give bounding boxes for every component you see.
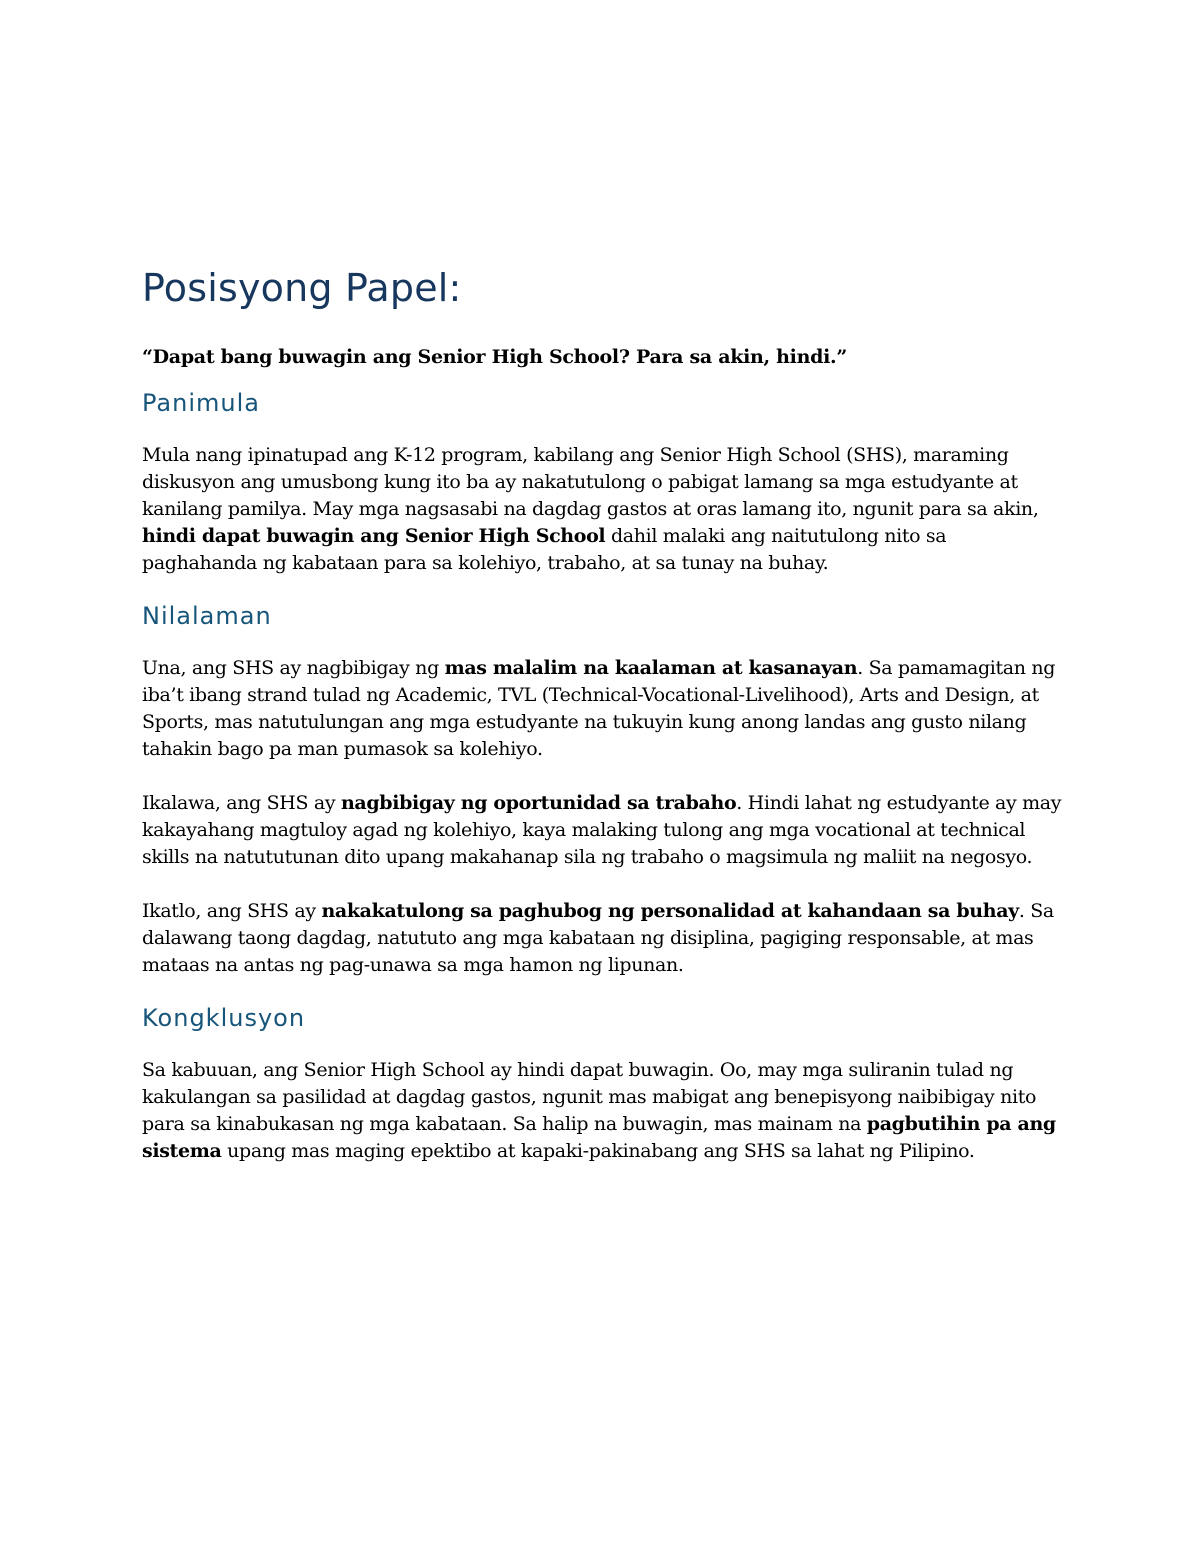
paragraph-emphasis: hindi dapat buwagin ang Senior High School: [142, 525, 606, 547]
document-title: Posisyong Papel:: [142, 266, 462, 310]
paragraph-emphasis: pagbutihin pa ang sistema: [142, 1113, 1056, 1162]
paragraph-text: Ikalawa, ang SHS ay: [142, 792, 341, 814]
paragraph-text: . Sa dalawang taong dagdag, natututo ang mga kabataan ng disiplina, pagiging responsable, at mas mataas na antas ng pag-unawa sa mga hamon ng lipunan.: [142, 900, 1054, 976]
paragraph-emphasis: nakakatulong sa paghubog ng personalidad at kahandaan sa buhay: [321, 900, 1019, 922]
paragraph-text: dahil malaki ang naitutulong nito sa paghahanda ng kabataan para sa kolehiyo, trabaho, at sa tunay na buhay.: [142, 525, 947, 574]
paragraph-panimula: [142, 442, 1064, 577]
section-heading-kongklusyon: Kongklusyon: [142, 1004, 306, 1032]
paragraph-text: Una, ang SHS ay nagbibigay ng: [142, 657, 445, 679]
paragraph-text: Ikatlo, ang SHS ay: [142, 900, 322, 922]
document-content: [142, 262, 1064, 1165]
paragraph-text: Mula nang ipinatupad ang K-12 program, kabilang ang Senior High School (SHS), maraming diskusyon ang umusbong kung ito ba ay nakatutulong o pabigat lamang sa mga estudyante at kanilang pamilya. May mga nagsasabi na dagdag gastos at oras lamang ito, ngunit para sa akin,: [142, 444, 1039, 520]
paragraph-nilalaman-ikalawa: [142, 790, 1064, 871]
paragraph-emphasis: nagbibigay ng oportunidad sa trabaho: [340, 792, 737, 814]
paragraph-nilalaman-una: [142, 655, 1064, 763]
paragraph-text: Sa kabuuan, ang Senior High School ay hindi dapat buwagin. Oo, may mga suliranin tulad ng kakulangan sa pasilidad at dagdag gastos, ngunit mas mabigat ang benepisyong naibibigay nito para sa kinabukasan ng mga kabataan. Sa halip na buwagin, mas mainam na: [142, 1059, 1037, 1135]
paragraph-kongklusyon: [142, 1057, 1064, 1165]
paragraph-text: upang mas maging epektibo at kapaki-pakinabang ang SHS sa lahat ng Pilipino.: [221, 1140, 975, 1162]
paragraph-nilalaman-ikatlo: [142, 898, 1064, 979]
document-subtitle: “Dapat bang buwagin ang Senior High School? Para sa akin, hindi.”: [142, 346, 847, 368]
paragraph-text: . Sa pamamagitan ng iba’t ibang strand tulad ng Academic, TVL (Technical-Vocational-Livelihood), Arts and Design, at Sports, mas natutulungan ang mga estudyante na tukuyin kung anong landas ang gusto nilang tahakin bago pa man pumasok sa kolehiyo.: [142, 657, 1056, 760]
paragraph-emphasis: mas malalim na kaalaman at kasanayan: [444, 657, 858, 679]
section-heading-nilalaman: Nilalaman: [142, 602, 272, 630]
paragraph-text: . Hindi lahat ng estudyante ay may kakayahang magtuloy agad ng kolehiyo, kaya malaking tulong ang mga vocational at technical skills na natututunan dito upang makahanap sila ng trabaho o magsimula ng maliit na negosyo.: [142, 792, 1062, 868]
section-heading-panimula: Panimula: [142, 389, 260, 417]
